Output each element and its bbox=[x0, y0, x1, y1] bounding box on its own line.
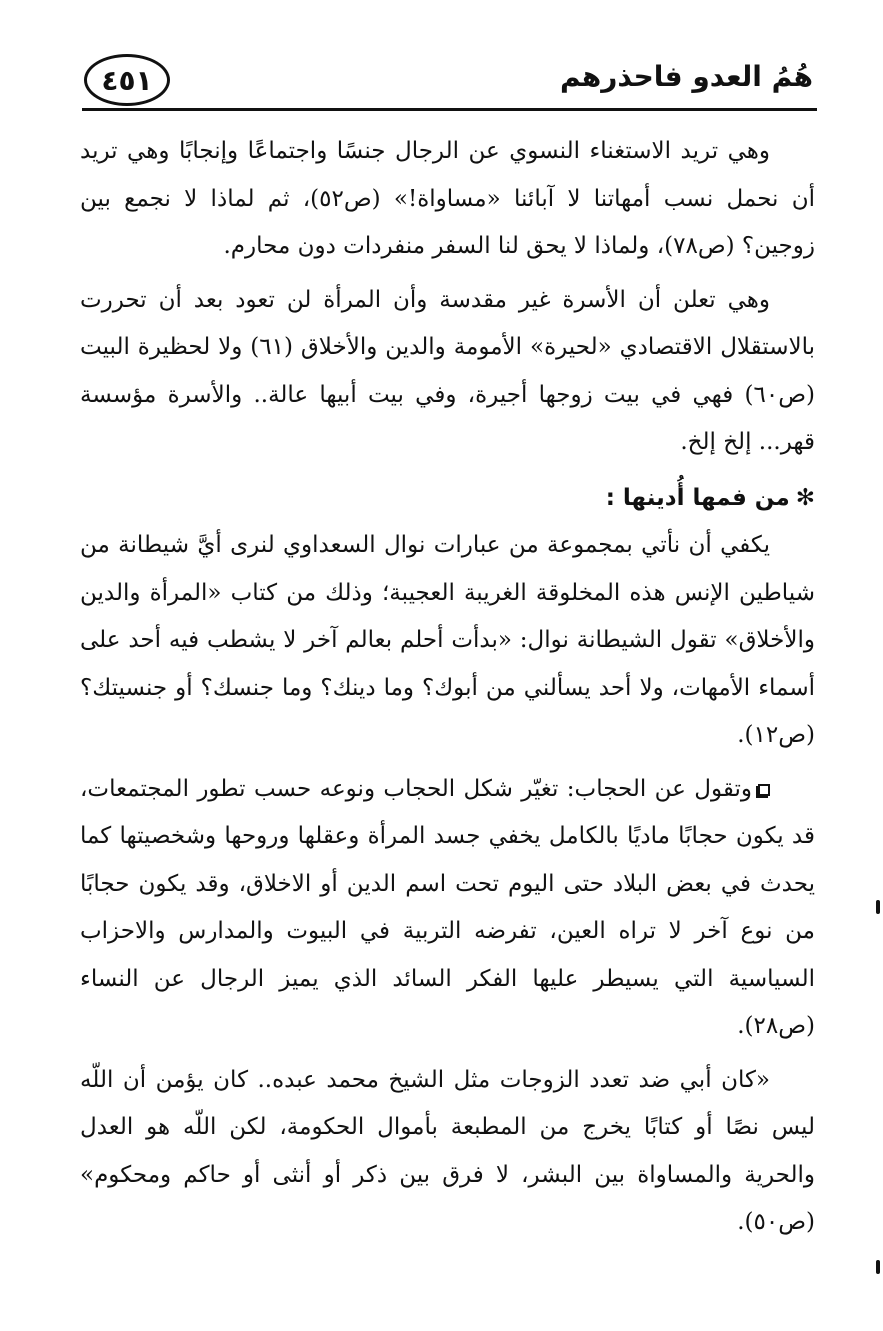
body-text bbox=[80, 128, 815, 1247]
square-bullet-icon bbox=[758, 784, 770, 796]
asterisk-icon: ✻ bbox=[795, 484, 815, 511]
page-number: ٤٥١ bbox=[84, 54, 170, 106]
margin-mark bbox=[876, 1260, 880, 1274]
paragraph-5: «كان أبي ضد تعدد الزوجات مثل الشيخ محمد عبده.. كان يؤمن أن اللّه ليس نصًا أو كتابًا يخرج من المطبعة بأموال الحكومة، لكن اللّه هو العدل والحرية والمساواة بين البشر، لا فرق بين ذكر أو أنثى أو حاكم ومحكوم» (ص٥٠). bbox=[80, 1066, 815, 1235]
running-title: هُمُ العدو فاحذرهم bbox=[559, 60, 813, 93]
paragraph-2: وهي تعلن أن الأسرة غير مقدسة وأن المرأة لن تعود بعد أن تحررت بالاستقلال الاقتصادي «لحيرة» الأمومة والدين والأخلاق (٦١) ولا لحظيرة البيت (ص٦٠) فهي في بيت زوجها أجيرة، وفي بيت أبيها عالة.. والأسرة مؤسسة قهر... إلخ إلخ. bbox=[80, 286, 816, 455]
section-heading bbox=[80, 475, 815, 523]
paragraph-4 bbox=[80, 766, 815, 1051]
header-rule bbox=[82, 108, 817, 111]
paragraph-1: وهي تريد الاستغناء النسوي عن الرجال جنسًا واجتماعًا وإنجابًا وهي تريد أن نحمل نسب أمهاتنا لا آبائنا «مساواة!» (ص٥٢)، ثم لماذا لا نجمع بين زوجين؟ (ص٧٨)، ولماذا لا يحق لنا السفر منفردات دون محارم. bbox=[80, 138, 816, 259]
section-heading-text: من فمها أُدينها : bbox=[605, 484, 790, 511]
paragraph-4-text: وتقول عن الحجاب: تغيّر شكل الحجاب ونوعه حسب تطور المجتمعات، قد يكون حجابًا ماديًا بالكامل يخفي جسد المرأة وعقلها وروحها وشخصيتها كما يحدث في بعض البلاد حتى اليوم تحت اسم الدين أو الاخلاق، وقد يكون حجابًا من نوع آخر لا تراه العين، تفرضه التربية في البيوت والمدارس والاحزاب السياسية التي يسيطر عليها الفكر السائد الذي يميز الرجال عن النساء (ص٢٨). bbox=[80, 775, 815, 1039]
margin-mark bbox=[876, 900, 880, 914]
paragraph-3: يكفي أن نأتي بمجموعة من عبارات نوال السعداوي لنرى أيَّ شيطانة من شياطين الإنس هذه المخلوقة الغريبة العجيبة؛ وذلك من كتاب «المرأة والدين والأخلاق» تقول الشيطانة نوال: «بدأت أحلم بعالم آخر لا يشطب فيه أحد على أسماء الأمهات، ولا أحد يسألني من أبوك؟ وما دينك؟ وما جنسك؟ أو جنسيتك؟(ص١٢). bbox=[80, 532, 815, 748]
